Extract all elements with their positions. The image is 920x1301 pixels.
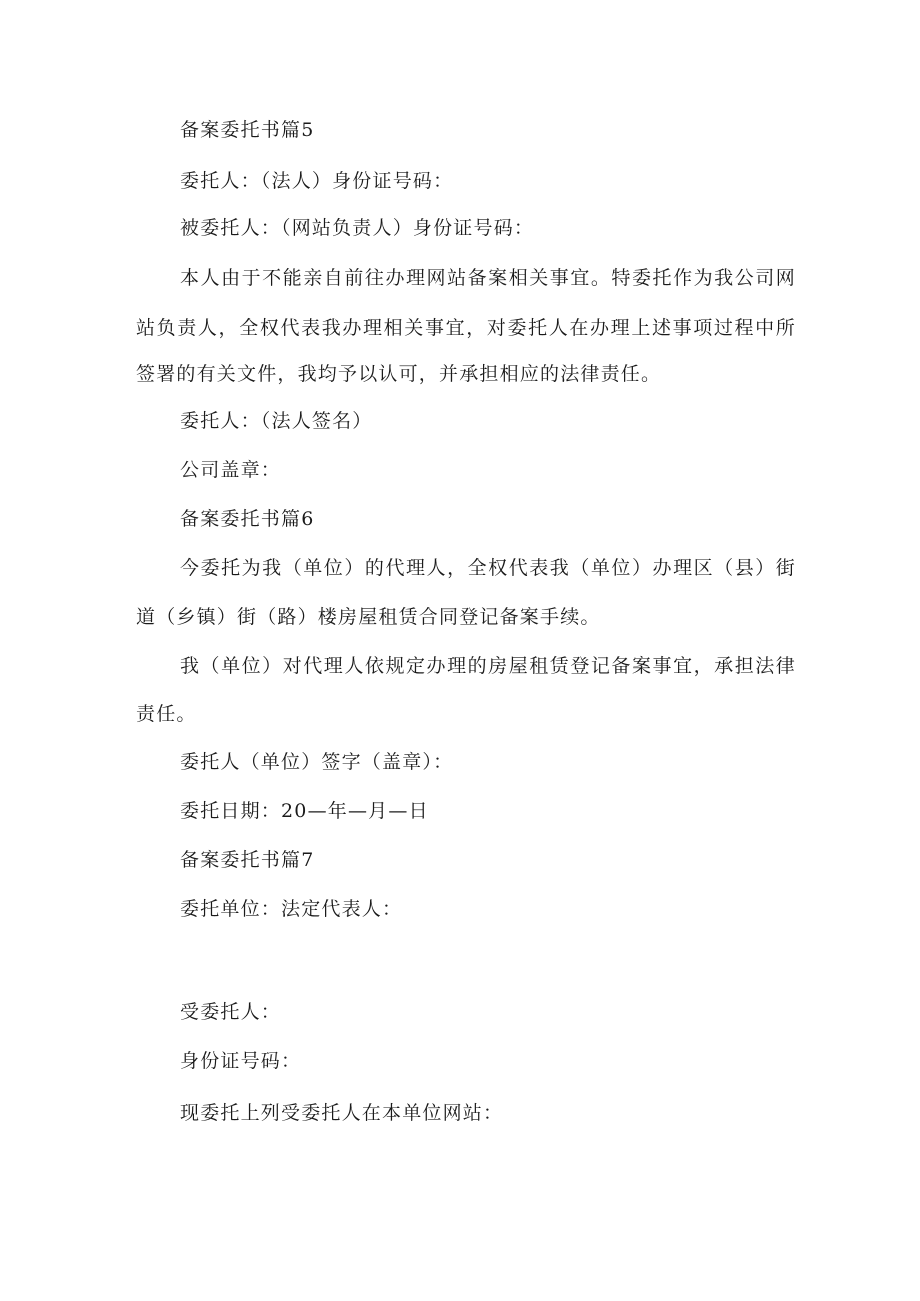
delegation-date-line: 委托日期：20—年—月—日 [180, 800, 429, 822]
paragraph-line: 站负责人，全权代表我办理相关事宜，对委托人在办理上述事项过程中所 [136, 317, 796, 339]
principal-unit-signature-line: 委托人（单位）签字（盖章）： [180, 751, 454, 773]
agent-line: 受委托人： [180, 1001, 282, 1023]
id-number-line: 身份证号码： [180, 1050, 302, 1072]
principal-id-line: 委托人：（法人）身份证号码： [180, 170, 454, 192]
paragraph-line: 本人由于不能亲自前往办理网站备案相关事宜。特委托作为我公司网 [180, 267, 796, 289]
paragraph-line: 签署的有关文件，我均予以认可，并承担相应的法律责任。 [136, 363, 662, 385]
section-heading-5: 备案委托书篇5 [180, 119, 315, 141]
section-heading-7: 备案委托书篇7 [180, 849, 315, 871]
paragraph-line: 道（乡镇）街（路）楼房屋租赁合同登记备案手续。 [136, 606, 601, 628]
principal-signature-line: 委托人：（法人签名） [180, 410, 373, 432]
paragraph-line: 今委托为我（单位）的代理人，全权代表我（单位）办理区（县）街 [180, 557, 796, 579]
section-heading-6: 备案委托书篇6 [180, 508, 315, 530]
delegation-statement-line: 现委托上列受委托人在本单位网站： [180, 1102, 504, 1124]
delegating-unit-line: 委托单位：法定代表人： [180, 898, 403, 920]
paragraph-line: 责任。 [136, 703, 197, 725]
agent-id-line: 被委托人：（网站负责人）身份证号码： [180, 217, 535, 239]
paragraph-line: 我（单位）对代理人依规定办理的房屋租赁登记备案事宜，承担法律 [180, 655, 796, 677]
company-seal-line: 公司盖章： [180, 459, 282, 481]
